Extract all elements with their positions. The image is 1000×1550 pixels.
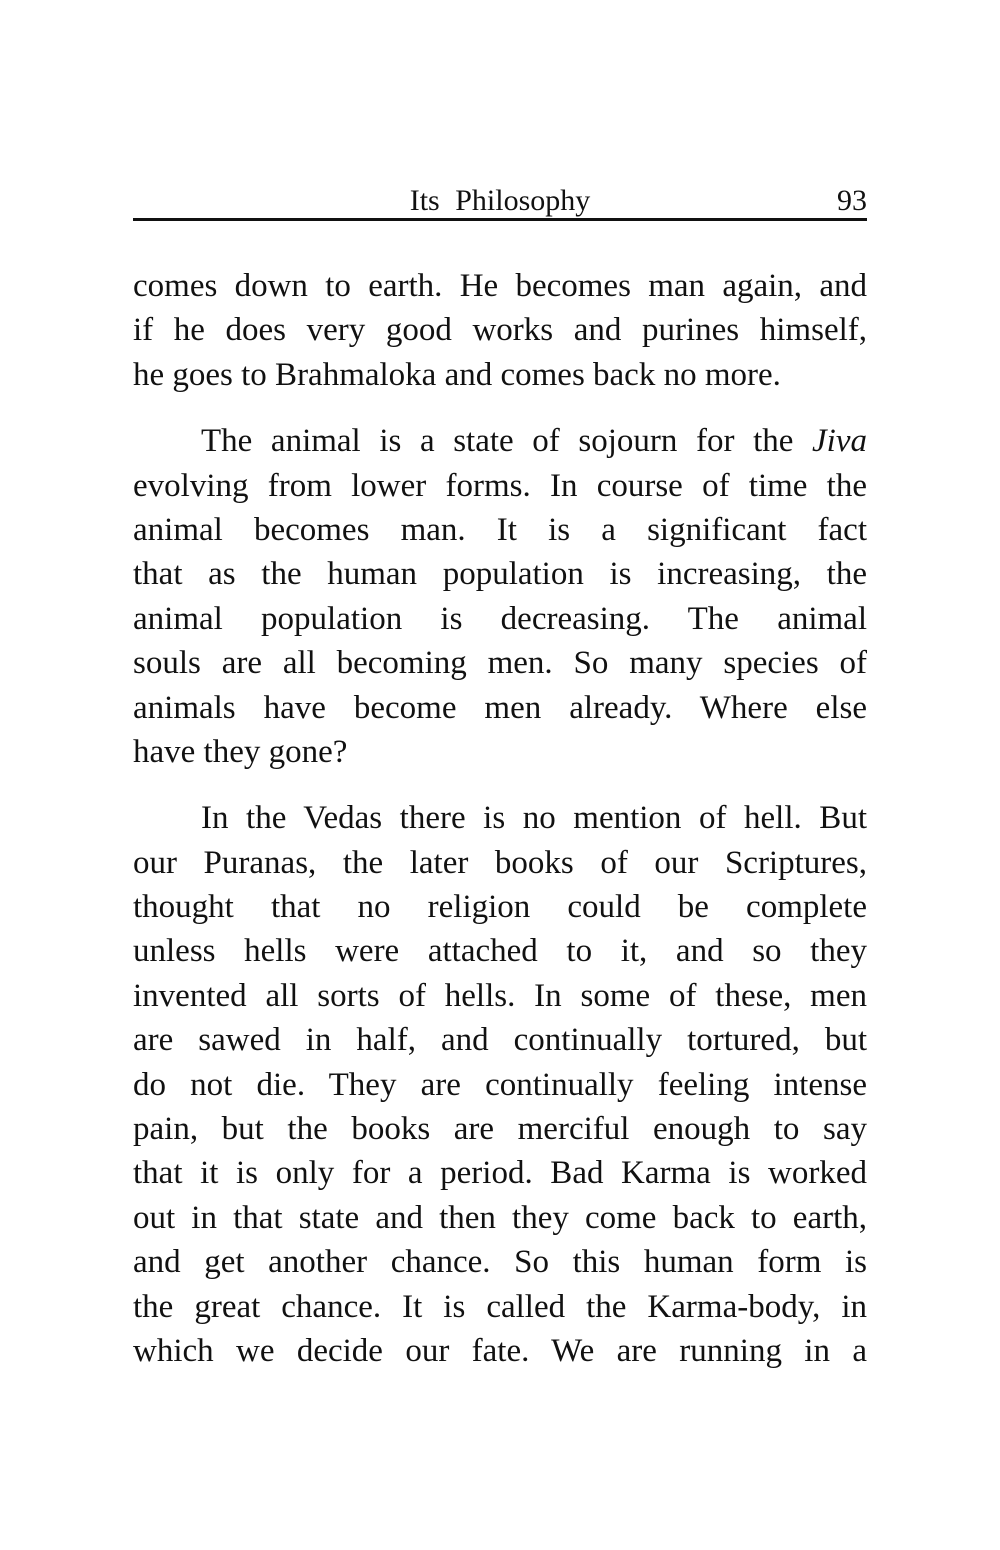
- text-line: out in that state and then they come back to earth,: [133, 1199, 867, 1236]
- text-line: the great chance. It is called the Karma-body, in: [133, 1288, 867, 1325]
- paragraph-1: [133, 264, 867, 397]
- italic-term-jiva: Jiva: [812, 423, 867, 460]
- text-line: pain, but the books are merciful enough to say: [133, 1111, 867, 1148]
- text-line: animal becomes man. It is a significant fact: [133, 511, 867, 548]
- text-line: our Puranas, the later books of our Scriptures,: [133, 844, 867, 881]
- text-line: that as the human population is increasing, the: [133, 556, 867, 593]
- paragraph-2: [133, 419, 867, 774]
- running-head: [133, 183, 867, 219]
- text-line: invented all sorts of hells. In some of these, men: [133, 977, 867, 1014]
- text-line: animals have become men already. Where else: [133, 689, 867, 726]
- text-line: do not die. They are continually feeling intense: [133, 1066, 867, 1103]
- text-line-first: [133, 419, 867, 463]
- paragraph-3: [133, 796, 867, 1373]
- text-line: unless hells were attached to it, and so they: [133, 933, 867, 970]
- text-line: which we decide our fate. We are running in a: [133, 1332, 867, 1369]
- text-line: animal population is decreasing. The animal: [133, 600, 867, 637]
- text-line: thought that no religion could be complete: [133, 889, 867, 926]
- text-line: evolving from lower forms. In course of time the: [133, 467, 867, 504]
- page-number: 93: [837, 184, 867, 217]
- text-line: he goes to Brahmaloka and comes back no more.: [133, 356, 781, 393]
- text-line: souls are all becoming men. So many species of: [133, 645, 867, 682]
- text-line: and get another chance. So this human form is: [133, 1244, 867, 1281]
- text-line: if he does very good works and purines himself,: [133, 312, 867, 349]
- paragraph-gap: [133, 774, 867, 796]
- text-line: comes down to earth. He becomes man again, and: [133, 268, 867, 304]
- header-rule: [133, 218, 867, 221]
- text-run: The animal is a state of sojourn for the: [201, 423, 813, 460]
- text-line: have they gone?: [133, 733, 348, 770]
- text-line: are sawed in half, and continually tortured, but: [133, 1022, 867, 1059]
- text-line: that it is only for a period. Bad Karma is worked: [133, 1155, 867, 1192]
- body-text: [133, 264, 867, 1373]
- text-line: In the Vedas there is no mention of hell. But: [201, 800, 867, 837]
- running-title: Its Philosophy: [409, 184, 591, 217]
- paragraph-gap: [133, 397, 867, 419]
